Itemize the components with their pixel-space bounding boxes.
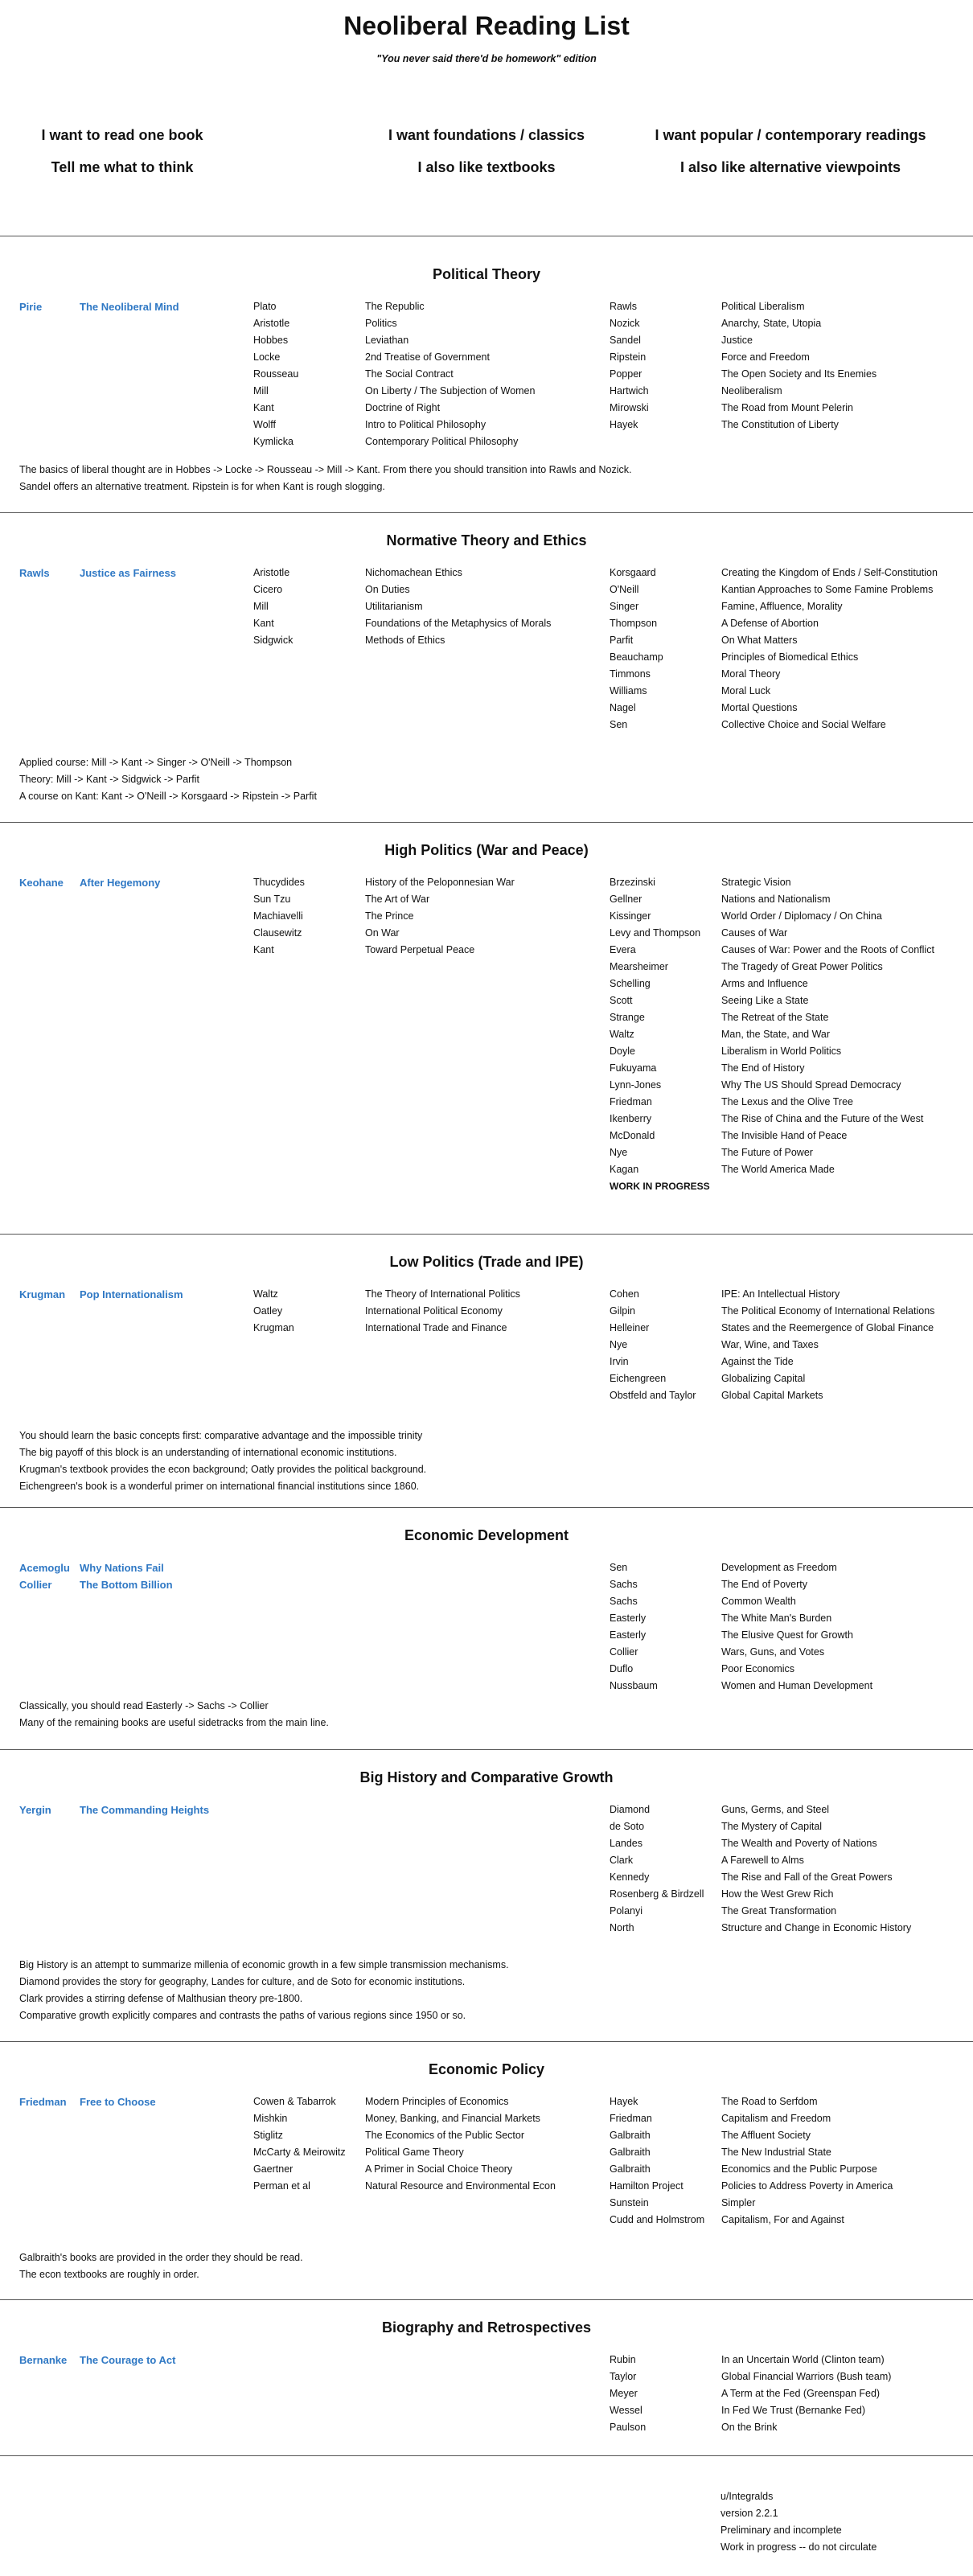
section-note: The big payoff of this block is an understanding of international economic institutions. bbox=[19, 1447, 397, 1458]
popular-title: Strategic Vision bbox=[721, 877, 791, 888]
classic-title: Toward Perpetual Peace bbox=[365, 944, 475, 955]
section-title: Biography and Retrospectives bbox=[381, 2319, 592, 2336]
popular-author: McDonald bbox=[610, 1130, 655, 1141]
classic-author: Sun Tzu bbox=[253, 894, 291, 905]
popular-title: On the Brink bbox=[721, 2422, 778, 2433]
classic-author: Wolff bbox=[253, 419, 277, 430]
popular-title: A Defense of Abortion bbox=[721, 618, 819, 629]
popular-author: Cohen bbox=[610, 1288, 639, 1300]
classic-title: Intro to Political Philosophy bbox=[365, 419, 486, 430]
popular-author: Kagan bbox=[610, 1164, 639, 1175]
featured-author[interactable]: Acemoglu bbox=[19, 1562, 70, 1574]
popular-title: The Rise of China and the Future of the West bbox=[721, 1113, 924, 1124]
option-one-book[interactable]: I want to read one book bbox=[41, 127, 203, 143]
classic-title: History of the Peloponnesian War bbox=[365, 877, 515, 888]
featured-author[interactable]: Bernanke bbox=[19, 2354, 68, 2366]
classic-title: On War bbox=[365, 927, 400, 939]
popular-author: Sen bbox=[610, 719, 628, 730]
popular-title: Causes of War bbox=[721, 927, 788, 939]
section-note: Krugman's textbook provides the econ background; Oatly provides the political background. bbox=[19, 1464, 427, 1475]
classic-title: International Trade and Finance bbox=[365, 1322, 507, 1333]
popular-title: Wars, Guns, and Votes bbox=[721, 1646, 825, 1658]
popular-title: The End of Poverty bbox=[721, 1579, 808, 1590]
classic-title: Utilitarianism bbox=[365, 601, 423, 612]
classic-author: Kant bbox=[253, 944, 274, 955]
popular-author: Nye bbox=[610, 1339, 628, 1350]
classic-author: Oatley bbox=[253, 1305, 283, 1317]
classic-author: Waltz bbox=[253, 1288, 278, 1300]
popular-author: Obstfeld and Taylor bbox=[610, 1390, 696, 1401]
popular-title: Arms and Influence bbox=[721, 978, 808, 989]
popular-title: Policies to Address Poverty in America bbox=[721, 2180, 893, 2192]
classic-author: Aristotle bbox=[253, 567, 290, 578]
classic-author: Krugman bbox=[253, 1322, 294, 1333]
popular-title: Creating the Kingdom of Ends / Self-Constitution bbox=[721, 567, 938, 578]
popular-title: The Road to Serfdom bbox=[721, 2096, 818, 2107]
classic-author: Plato bbox=[253, 301, 277, 312]
popular-author: North bbox=[610, 1922, 634, 1933]
popular-author: Doyle bbox=[610, 1046, 635, 1057]
popular-title: Development as Freedom bbox=[721, 1562, 837, 1573]
section-title: High Politics (War and Peace) bbox=[384, 842, 589, 858]
section-note: The econ textbooks are roughly in order. bbox=[19, 2269, 199, 2280]
popular-author: Kissinger bbox=[610, 910, 651, 922]
popular-author: Scott bbox=[610, 995, 633, 1006]
popular-title: States and the Reemergence of Global Finance bbox=[721, 1322, 934, 1333]
popular-title: The Future of Power bbox=[721, 1147, 813, 1158]
popular-title: Man, the State, and War bbox=[721, 1029, 831, 1040]
popular-title: The Tragedy of Great Power Politics bbox=[721, 961, 883, 972]
option-alternative[interactable]: I also like alternative viewpoints bbox=[679, 159, 901, 175]
featured-author[interactable]: Keohane bbox=[19, 877, 64, 889]
popular-author: Kennedy bbox=[610, 1871, 650, 1883]
option-popular[interactable]: I want popular / contemporary readings bbox=[655, 127, 926, 143]
section-note: Big History is an attempt to summarize millenia of economic growth in a few simple transmission mechanisms. bbox=[19, 1959, 509, 1970]
popular-title: Neoliberalism bbox=[721, 385, 782, 396]
option-tell-me[interactable]: Tell me what to think bbox=[51, 159, 194, 175]
popular-author: Parfit bbox=[610, 635, 634, 646]
popular-author: Ripstein bbox=[610, 351, 647, 363]
footer bbox=[0, 2455, 973, 2576]
popular-author: Gilpin bbox=[610, 1305, 635, 1317]
section-note: Galbraith's books are provided in the order they should be read. bbox=[19, 2252, 303, 2263]
featured-title[interactable]: After Hegemony bbox=[80, 877, 161, 889]
section-note: The basics of liberal thought are in Hobbes -> Locke -> Rousseau -> Mill -> Kant. From there you should transition into Rawls and Nozick. bbox=[19, 464, 632, 475]
popular-author: Thompson bbox=[610, 618, 658, 629]
section-note: Many of the remaining books are useful sidetracks from the main line. bbox=[19, 1717, 329, 1728]
popular-author: Easterly bbox=[610, 1613, 647, 1624]
popular-title: Against the Tide bbox=[721, 1356, 794, 1367]
section-note: Eichengreen's book is a wonderful primer on international financial institutions since 1860. bbox=[19, 1481, 420, 1492]
popular-title: A Term at the Fed (Greenspan Fed) bbox=[721, 2388, 881, 2399]
popular-author: Cudd and Holmstrom bbox=[610, 2214, 705, 2225]
popular-author: Fukuyama bbox=[610, 1062, 657, 1074]
popular-author: Nye bbox=[610, 1147, 628, 1158]
classic-title: A Primer in Social Choice Theory bbox=[365, 2163, 513, 2175]
popular-author: Mearsheimer bbox=[610, 961, 668, 972]
section-biography-and-retrospectives bbox=[0, 2299, 973, 2456]
classic-title: Politics bbox=[365, 318, 397, 329]
classic-title: On Liberty / The Subjection of Women bbox=[365, 385, 536, 396]
page-subtitle: "You never said there'd be homework" edition bbox=[376, 53, 597, 64]
popular-author: Polanyi bbox=[610, 1905, 643, 1917]
popular-author: Sachs bbox=[610, 1579, 638, 1590]
section-note: Clark provides a stirring defense of Malthusian theory pre-1800. bbox=[19, 1993, 303, 2004]
popular-title: The Great Transformation bbox=[721, 1905, 837, 1917]
classic-author: McCarty & Meirowitz bbox=[253, 2147, 346, 2158]
classic-title: The Prince bbox=[365, 910, 414, 922]
option-textbooks[interactable]: I also like textbooks bbox=[417, 159, 556, 175]
classic-title: The Social Contract bbox=[365, 368, 454, 380]
classic-title: Nichomachean Ethics bbox=[365, 567, 462, 578]
classic-title: The Art of War bbox=[365, 894, 430, 905]
popular-author: Rawls bbox=[610, 301, 638, 312]
classic-author: Cowen & Tabarrok bbox=[253, 2096, 336, 2107]
section-title: Economic Development bbox=[404, 1527, 569, 1543]
popular-title: The Affluent Society bbox=[721, 2130, 811, 2141]
popular-title: Principles of Biomedical Ethics bbox=[721, 651, 859, 663]
header bbox=[0, 0, 973, 236]
featured-author[interactable]: Pirie bbox=[19, 301, 43, 313]
popular-title: The Constitution of Liberty bbox=[721, 419, 839, 430]
popular-title: The Road from Mount Pelerin bbox=[721, 402, 853, 413]
classic-author: Mishkin bbox=[253, 2113, 288, 2124]
popular-author: Paulson bbox=[610, 2422, 647, 2433]
section-note: Comparative growth explicitly compares and contrasts the paths of various regions since 1950 or so. bbox=[19, 2010, 466, 2021]
popular-author: Timmons bbox=[610, 668, 651, 680]
popular-title: The Elusive Quest for Growth bbox=[721, 1629, 853, 1641]
classic-title: Foundations of the Metaphysics of Morals bbox=[365, 618, 552, 629]
popular-title: Causes of War: Power and the Roots of Conflict bbox=[721, 944, 934, 955]
featured-title[interactable]: The Courage to Act bbox=[80, 2354, 176, 2366]
section-title: Normative Theory and Ethics bbox=[386, 532, 587, 548]
popular-title: Global Capital Markets bbox=[721, 1390, 823, 1401]
popular-author: Irvin bbox=[610, 1356, 629, 1367]
popular-author: Levy and Thompson bbox=[610, 927, 701, 939]
featured-author[interactable]: Yergin bbox=[19, 1804, 51, 1816]
classic-title: Modern Principles of Economics bbox=[365, 2096, 509, 2107]
popular-author: Mirowski bbox=[610, 402, 649, 413]
popular-author: Schelling bbox=[610, 978, 651, 989]
popular-author: Collier bbox=[610, 1646, 638, 1658]
popular-author: Waltz bbox=[610, 1029, 634, 1040]
classic-title: Leviathan bbox=[365, 335, 409, 346]
popular-title: The Rise and Fall of the Great Powers bbox=[721, 1871, 893, 1883]
popular-title: Common Wealth bbox=[721, 1596, 796, 1607]
popular-author: Hamilton Project bbox=[610, 2180, 684, 2192]
section-economic-development bbox=[0, 1507, 973, 1750]
featured-title[interactable]: Free to Choose bbox=[80, 2096, 156, 2108]
popular-title: Force and Freedom bbox=[721, 351, 810, 363]
popular-title: Liberalism in World Politics bbox=[721, 1046, 842, 1057]
classic-author: Thucydides bbox=[253, 877, 305, 888]
popular-author: Landes bbox=[610, 1838, 643, 1849]
popular-author: Strange bbox=[610, 1012, 645, 1023]
popular-title: IPE: An Intellectual History bbox=[721, 1288, 840, 1300]
classic-author: Mill bbox=[253, 601, 269, 612]
popular-author: Wessel bbox=[610, 2405, 643, 2416]
popular-title: Political Liberalism bbox=[721, 301, 805, 312]
footer-line: Preliminary and incomplete bbox=[721, 2525, 842, 2536]
popular-author: Friedman bbox=[610, 1096, 652, 1107]
popular-title: Guns, Germs, and Steel bbox=[721, 1804, 830, 1815]
popular-author: Williams bbox=[610, 685, 647, 696]
popular-author: Rosenberg & Birdzell bbox=[610, 1888, 704, 1900]
featured-author[interactable]: Rawls bbox=[19, 567, 50, 579]
classic-author: Kant bbox=[253, 618, 274, 629]
popular-title: Kantian Approaches to Some Famine Problems bbox=[721, 584, 934, 595]
popular-title: Women and Human Development bbox=[721, 1680, 873, 1691]
popular-author: Beauchamp bbox=[610, 651, 663, 663]
popular-title: The White Man's Burden bbox=[721, 1613, 832, 1624]
popular-author: O'Neill bbox=[610, 584, 639, 595]
classic-title: The Republic bbox=[365, 301, 425, 312]
popular-title: Collective Choice and Social Welfare bbox=[721, 719, 886, 730]
popular-author: de Soto bbox=[610, 1821, 645, 1832]
popular-author: Diamond bbox=[610, 1804, 651, 1815]
popular-title: The Open Society and Its Enemies bbox=[721, 368, 877, 380]
section-note: You should learn the basic concepts first: comparative advantage and the impossible trinity bbox=[19, 1430, 423, 1441]
popular-author: Sandel bbox=[610, 335, 641, 346]
popular-title: Moral Luck bbox=[721, 685, 771, 696]
classic-author: Machiavelli bbox=[253, 910, 303, 922]
popular-title: World Order / Diplomacy / On China bbox=[721, 910, 882, 922]
popular-title: The Lexus and the Olive Tree bbox=[721, 1096, 853, 1107]
classic-author: Clausewitz bbox=[253, 927, 302, 939]
featured-title[interactable]: Why Nations Fail bbox=[80, 1562, 164, 1574]
popular-author: Ikenberry bbox=[610, 1113, 652, 1124]
popular-author: Clark bbox=[610, 1855, 634, 1866]
classic-title: Methods of Ethics bbox=[365, 635, 445, 646]
work-in-progress-label: WORK IN PROGRESS bbox=[610, 1181, 710, 1192]
section-note: Classically, you should read Easterly -> Sachs -> Collier bbox=[19, 1700, 269, 1711]
featured-title[interactable]: Justice as Fairness bbox=[80, 567, 176, 579]
popular-title: The World America Made bbox=[721, 1164, 835, 1175]
section-note: Diamond provides the story for geography, Landes for culture, and de Soto for economic institutions. bbox=[19, 1976, 466, 1987]
popular-author: Taylor bbox=[610, 2371, 637, 2382]
popular-title: The New Industrial State bbox=[721, 2147, 831, 2158]
popular-title: The Wealth and Poverty of Nations bbox=[721, 1838, 877, 1849]
popular-author: Brzezinski bbox=[610, 877, 655, 888]
popular-title: Moral Theory bbox=[721, 668, 781, 680]
section-high-politics-war-and-peace bbox=[0, 822, 973, 1235]
classic-title: Contemporary Political Philosophy bbox=[365, 436, 519, 447]
section-normative-theory-and-ethics bbox=[0, 512, 973, 823]
popular-author: Singer bbox=[610, 601, 639, 612]
section-title: Economic Policy bbox=[428, 2061, 545, 2077]
popular-title: Simpler bbox=[721, 2197, 756, 2208]
popular-title: Why The US Should Spread Democracy bbox=[721, 1079, 901, 1091]
classic-author: Hobbes bbox=[253, 335, 289, 346]
popular-title: Economics and the Public Purpose bbox=[721, 2163, 877, 2175]
popular-title: Structure and Change in Economic History bbox=[721, 1922, 912, 1933]
popular-author: Sunstein bbox=[610, 2197, 649, 2208]
featured-author[interactable]: Collier bbox=[19, 1579, 52, 1591]
popular-title: Famine, Affluence, Morality bbox=[721, 601, 843, 612]
classic-title: Natural Resource and Environmental Econ bbox=[365, 2180, 556, 2192]
popular-author: Galbraith bbox=[610, 2147, 651, 2158]
popular-author: Lynn-Jones bbox=[610, 1079, 662, 1091]
popular-title: The Political Economy of International Relations bbox=[721, 1305, 935, 1317]
popular-title: Capitalism and Freedom bbox=[721, 2113, 831, 2124]
popular-author: Hartwich bbox=[610, 385, 649, 396]
section-title: Low Politics (Trade and IPE) bbox=[389, 1254, 584, 1270]
popular-author: Sachs bbox=[610, 1596, 638, 1607]
popular-title: In an Uncertain World (Clinton team) bbox=[721, 2354, 885, 2365]
footer-line: u/Integralds bbox=[721, 2491, 774, 2502]
popular-author: Easterly bbox=[610, 1629, 647, 1641]
popular-author: Sen bbox=[610, 1562, 628, 1573]
popular-title: A Farewell to Alms bbox=[721, 1855, 804, 1866]
classic-author: Aristotle bbox=[253, 318, 290, 329]
classic-author: Cicero bbox=[253, 584, 283, 595]
classic-author: Gaertner bbox=[253, 2163, 294, 2175]
footer-line: version 2.2.1 bbox=[721, 2508, 778, 2519]
popular-author: Galbraith bbox=[610, 2163, 651, 2175]
featured-title[interactable]: The Bottom Billion bbox=[80, 1579, 173, 1591]
classic-title: The Economics of the Public Sector bbox=[365, 2130, 525, 2141]
popular-title: Seeing Like a State bbox=[721, 995, 809, 1006]
page-title: Neoliberal Reading List bbox=[343, 11, 630, 40]
popular-title: How the West Grew Rich bbox=[721, 1888, 834, 1900]
classic-author: Perman et al bbox=[253, 2180, 310, 2192]
popular-title: The End of History bbox=[721, 1062, 805, 1074]
popular-author: Evera bbox=[610, 944, 636, 955]
featured-title[interactable]: Pop Internationalism bbox=[80, 1288, 183, 1300]
popular-author: Gellner bbox=[610, 894, 643, 905]
popular-title: The Invisible Hand of Peace bbox=[721, 1130, 848, 1141]
popular-author: Korsgaard bbox=[610, 567, 656, 578]
featured-title[interactable]: The Commanding Heights bbox=[80, 1804, 210, 1816]
popular-author: Meyer bbox=[610, 2388, 638, 2399]
section-note: Theory: Mill -> Kant -> Sidgwick -> Parfit bbox=[19, 774, 200, 785]
classic-author: Rousseau bbox=[253, 368, 299, 380]
popular-title: On What Matters bbox=[721, 635, 798, 646]
classic-title: Money, Banking, and Financial Markets bbox=[365, 2113, 540, 2124]
section-title: Big History and Comparative Growth bbox=[359, 1769, 614, 1785]
popular-author: Hayek bbox=[610, 419, 638, 430]
popular-title: Mortal Questions bbox=[721, 702, 798, 713]
featured-author[interactable]: Krugman bbox=[19, 1288, 66, 1300]
popular-title: The Retreat of the State bbox=[721, 1012, 829, 1023]
section-title: Political Theory bbox=[432, 266, 541, 282]
section-economic-policy bbox=[0, 2041, 973, 2300]
popular-title: Poor Economics bbox=[721, 1663, 795, 1674]
section-political-theory bbox=[0, 236, 973, 513]
section-note: Applied course: Mill -> Kant -> Singer -> O'Neill -> Thompson bbox=[19, 757, 293, 768]
popular-author: Rubin bbox=[610, 2354, 636, 2365]
section-note: A course on Kant: Kant -> O'Neill -> Korsgaard -> Ripstein -> Parfit bbox=[19, 791, 317, 802]
classic-author: Stiglitz bbox=[253, 2130, 283, 2141]
classic-title: Political Game Theory bbox=[365, 2147, 464, 2158]
classic-author: Sidgwick bbox=[253, 635, 294, 646]
classic-author: Kymlicka bbox=[253, 436, 294, 447]
classic-title: Doctrine of Right bbox=[365, 402, 441, 413]
popular-author: Helleiner bbox=[610, 1322, 650, 1333]
popular-title: Anarchy, State, Utopia bbox=[721, 318, 822, 329]
footer-line: Work in progress -- do not circulate bbox=[721, 2541, 877, 2553]
popular-author: Nussbaum bbox=[610, 1680, 658, 1691]
popular-title: War, Wine, and Taxes bbox=[721, 1339, 819, 1350]
classic-title: On Duties bbox=[365, 584, 410, 595]
featured-title[interactable]: The Neoliberal Mind bbox=[80, 301, 179, 313]
popular-author: Duflo bbox=[610, 1663, 634, 1674]
popular-author: Hayek bbox=[610, 2096, 638, 2107]
classic-author: Mill bbox=[253, 385, 269, 396]
popular-author: Nozick bbox=[610, 318, 640, 329]
popular-author: Nagel bbox=[610, 702, 636, 713]
classic-author: Kant bbox=[253, 402, 274, 413]
popular-title: Globalizing Capital bbox=[721, 1373, 806, 1384]
classic-author: Locke bbox=[253, 351, 281, 363]
popular-title: Capitalism, For and Against bbox=[721, 2214, 844, 2225]
featured-author[interactable]: Friedman bbox=[19, 2096, 67, 2108]
popular-author: Friedman bbox=[610, 2113, 652, 2124]
popular-title: In Fed We Trust (Bernanke Fed) bbox=[721, 2405, 866, 2416]
classic-title: 2nd Treatise of Government bbox=[365, 351, 490, 363]
classic-title: International Political Economy bbox=[365, 1305, 503, 1317]
popular-title: The Mystery of Capital bbox=[721, 1821, 823, 1832]
section-low-politics-trade-and-ipe bbox=[0, 1234, 973, 1508]
popular-author: Galbraith bbox=[610, 2130, 651, 2141]
popular-title: Justice bbox=[721, 335, 753, 346]
classic-title: The Theory of International Politics bbox=[365, 1288, 520, 1300]
popular-title: Global Financial Warriors (Bush team) bbox=[721, 2371, 892, 2382]
popular-author: Eichengreen bbox=[610, 1373, 667, 1384]
popular-author: Popper bbox=[610, 368, 643, 380]
section-big-history-and-comparative-growth bbox=[0, 1749, 973, 2042]
section-note: Sandel offers an alternative treatment. Ripstein is for when Kant is rough slogging. bbox=[19, 481, 385, 492]
option-foundations[interactable]: I want foundations / classics bbox=[388, 127, 585, 143]
popular-title: Nations and Nationalism bbox=[721, 894, 831, 905]
